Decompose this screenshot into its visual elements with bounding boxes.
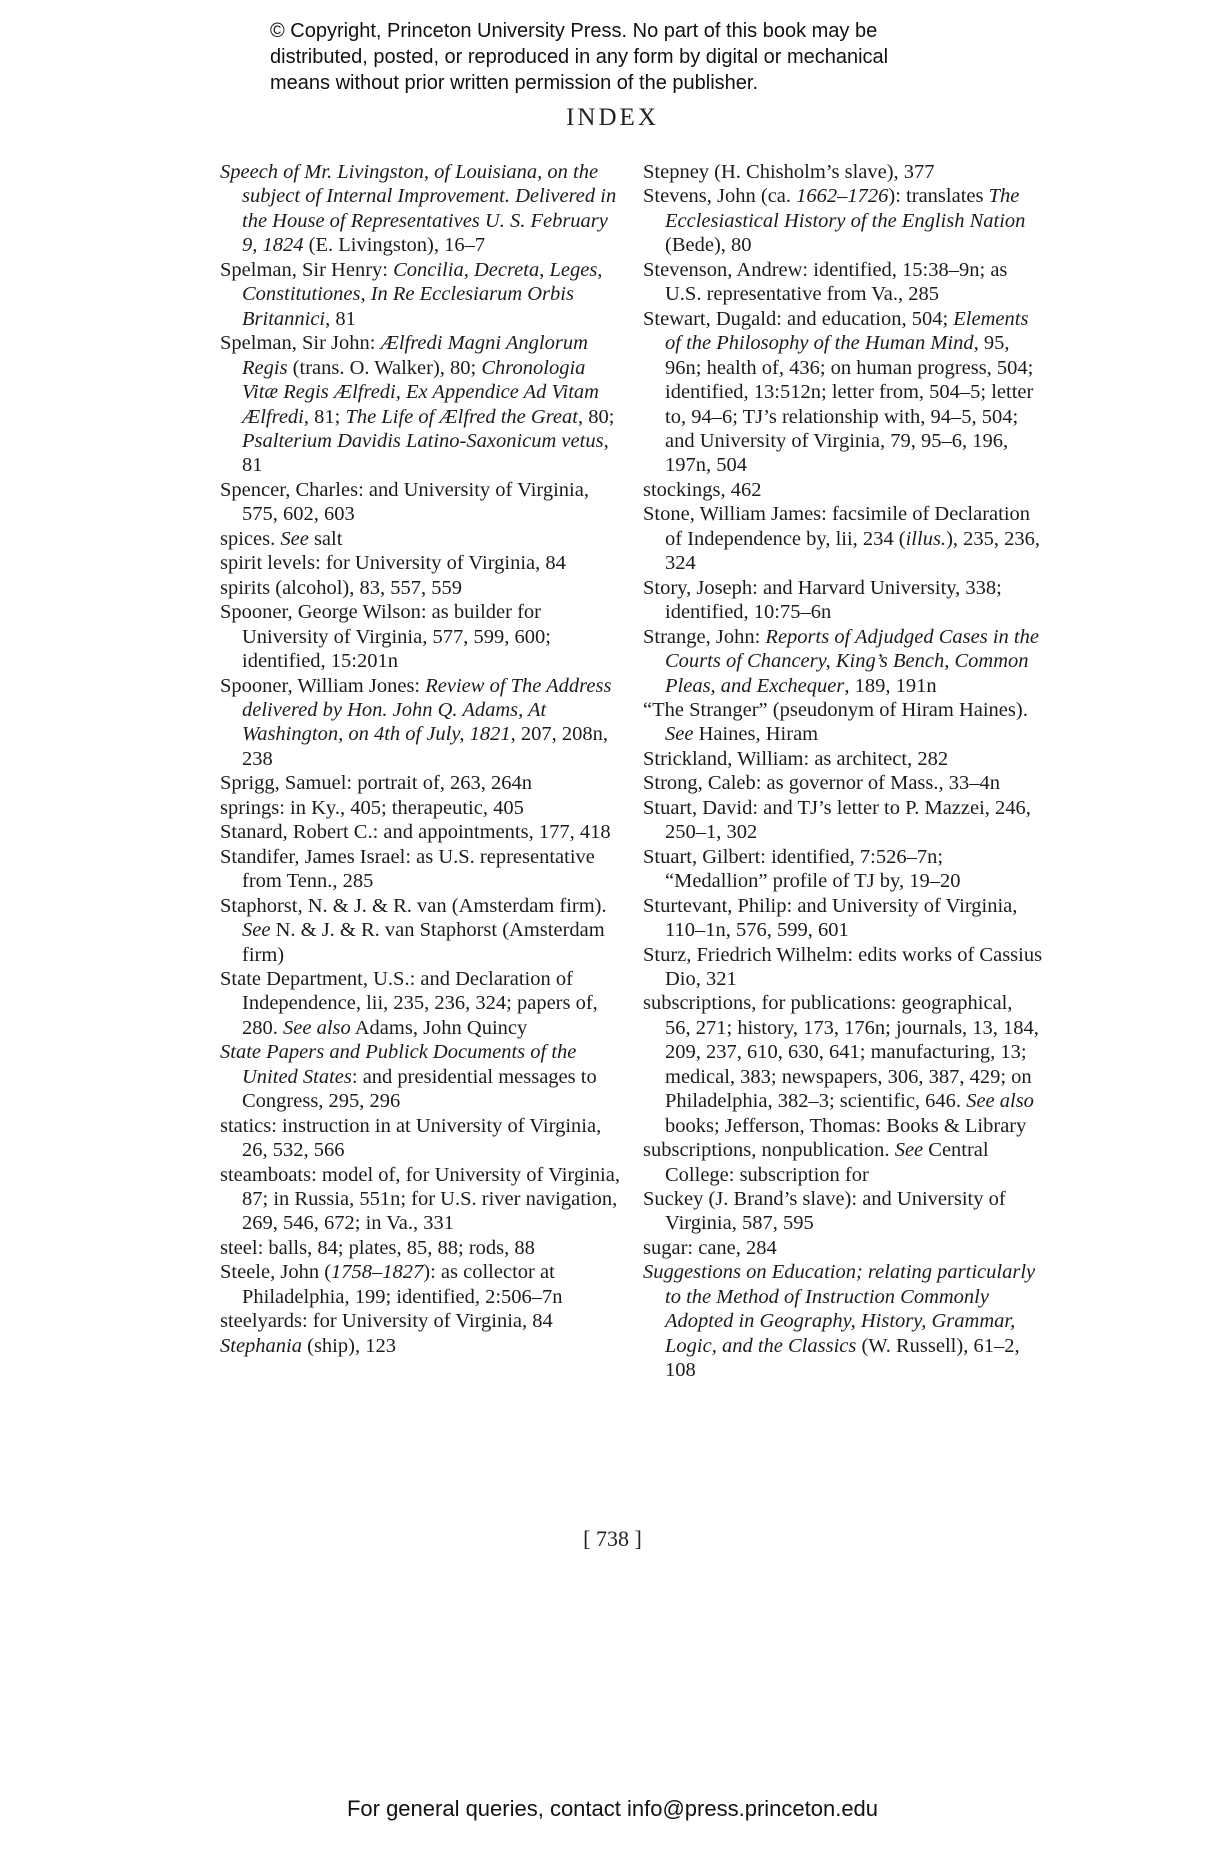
footer-contact: For general queries, contact info@press.princeton.edu	[346, 1796, 879, 1821]
index-entry: Stuart, Gilbert: identified, 7:526–7n; “Medallion” profile of TJ by, 19–20	[643, 845, 961, 893]
index-entry: Stephania (ship), 123	[220, 1334, 396, 1357]
index-entry: Spencer, Charles: and University of Virginia, 575, 602, 603	[220, 478, 589, 526]
index-entry: Sturz, Friedrich Wilhelm: edits works of Cassius Dio, 321	[643, 943, 1043, 990]
index-entry: Suckey (J. Brand’s slave): and University of Virginia, 587, 595	[643, 1188, 1006, 1235]
index-entry: subscriptions, nonpublication. See Central College: subscription for	[643, 1139, 989, 1186]
index-entry: spices. See salt	[220, 527, 343, 550]
index-entry: Steele, John (1758–1827): as collector at Philadelphia, 199; identified, 2:506–7n	[220, 1261, 563, 1308]
page-number: [ 738 ]	[583, 1526, 642, 1551]
index-entry: Stewart, Dugald: and education, 504; Elements of the Philosophy of the Human Mind, 95, 96n; health of, 436; on human progress, 504; identified, 13:512n; letter from, 504–5; letter to, 94–6; TJ’s relationship with, 94–5, 504; and University of Virginia, 79, 95–6, 196, 197n, 504	[643, 307, 1034, 477]
index-entry: Stone, William James: facsimile of Declaration of Independence by, lii, 234 (illus.), 235, 236, 324	[643, 503, 1041, 575]
index-entry: Stanard, Robert C.: and appointments, 177, 418	[220, 821, 611, 844]
index-column-left	[220, 160, 620, 1358]
index-entry: steamboats: model of, for University of Virginia, 87; in Russia, 551n; for U.S. river navigation, 269, 546, 672; in Va., 331	[220, 1163, 620, 1235]
index-entry: Suggestions on Education; relating particularly to the Method of Instruction Commonly Adopted in Geography, History, Grammar, Logic, and the Classics (W. Russell), 61–2, 108	[643, 1261, 1036, 1382]
index-entry: Strange, John: Reports of Adjudged Cases in the Courts of Chancery, King’s Bench, Common Pleas, and Exchequer, 189, 191n	[643, 625, 1039, 697]
index-entry: “The Stranger” (pseudonym of Hiram Haines). See Haines, Hiram	[643, 698, 1028, 746]
index-entry: Stuart, David: and TJ’s letter to P. Mazzei, 246, 250–1, 302	[643, 796, 1031, 844]
index-entry: Speech of Mr. Livingston, of Louisiana, on the subject of Internal Improvement. Delivered in the House of Representatives U. S. February 9, 1824 (E. Livingston), 16–7	[220, 161, 617, 257]
index-entry: Standifer, James Israel: as U.S. representative from Tenn., 285	[220, 845, 595, 893]
index-entry: Spooner, George Wilson: as builder for University of Virginia, 577, 599, 600; identified, 15:201n	[220, 601, 551, 673]
copyright-line: distributed, posted, or reproduced in any form by digital or mechanical	[270, 46, 889, 68]
index-entry: Story, Joseph: and Harvard University, 338; identified, 10:75–6n	[643, 576, 1002, 624]
index-entry: Staphorst, N. & J. & R. van (Amsterdam firm). See N. & J. & R. van Staphorst (Amsterdam firm)	[220, 894, 607, 966]
index-entry: steel: balls, 84; plates, 85, 88; rods, 88	[220, 1236, 535, 1259]
index-column-right	[643, 160, 1043, 1383]
copyright-notice	[270, 18, 1030, 96]
index-entry: springs: in Ky., 405; therapeutic, 405	[220, 796, 524, 819]
index-entry: sugar: cane, 284	[643, 1236, 777, 1259]
index-entry: subscriptions, for publications: geographical, 56, 271; history, 173, 176n; journals, 13, 184, 209, 237, 610, 630, 641; manufacturing, 13; medical, 383; newspapers, 306, 387, 429; on Philadelphia, 382–3; scientific, 646. See also books; Jefferson, Thomas: Books & Library	[643, 992, 1039, 1137]
copyright-line: means without prior written permission of the publisher.	[270, 72, 759, 94]
index-entry: Sprigg, Samuel: portrait of, 263, 264n	[220, 772, 533, 795]
index-entry: Spelman, Sir John: Ælfredi Magni Anglorum Regis (trans. O. Walker), 80; Chronologia Vitæ Regis Ælfredi, Ex Appendice Ad Vitam Ælfredi, 81; The Life of Ælfred the Great, 80; Psalterium Davidis Latino-Saxonicum vetus, 81	[220, 332, 615, 477]
index-entry: Strickland, William: as architect, 282	[643, 747, 949, 770]
index-entry: statics: instruction in at University of Virginia, 26, 532, 566	[220, 1114, 602, 1162]
index-entry: spirit levels: for University of Virginia, 84	[220, 552, 566, 575]
index-entry: Stepney (H. Chisholm’s slave), 377	[643, 161, 935, 183]
page-title: INDEX	[566, 104, 659, 131]
index-entry: Strong, Caleb: as governor of Mass., 33–4n	[643, 772, 1000, 795]
index-entry: Sturtevant, Philip: and University of Virginia, 110–1n, 576, 599, 601	[643, 894, 1018, 942]
index-entry: steelyards: for University of Virginia, 84	[220, 1310, 553, 1333]
index-entry: State Department, U.S.: and Declaration of Independence, lii, 235, 236, 324; papers of, 280. See also Adams, John Quincy	[220, 967, 598, 1039]
index-entry: Spelman, Sir Henry: Concilia, Decreta, Leges, Constitutiones, In Re Ecclesiarum Orbis Britannici, 81	[220, 258, 603, 330]
index-entry: spirits (alcohol), 83, 557, 559	[220, 576, 462, 599]
index-entry: State Papers and Publick Documents of the United States: and presidential messages to Congress, 295, 296	[220, 1041, 597, 1113]
index-entry: stockings, 462	[643, 478, 762, 501]
index-entry: Stevenson, Andrew: identified, 15:38–9n; as U.S. representative from Va., 285	[643, 258, 1008, 306]
index-entry: Stevens, John (ca. 1662–1726): translates The Ecclesiastical History of the English Nation (Bede), 80	[643, 185, 1026, 257]
copyright-line: © Copyright, Princeton University Press. No part of this book may be	[270, 20, 878, 42]
index-entry: Spooner, William Jones: Review of The Address delivered by Hon. John Q. Adams, At Washington, on 4th of July, 1821, 207, 208n, 238	[220, 674, 612, 770]
